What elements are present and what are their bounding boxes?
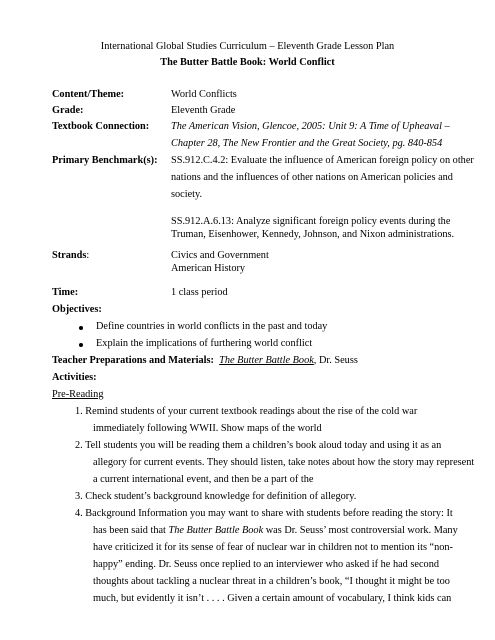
teacher-prep-line (52, 354, 358, 368)
strands-label: Strands (52, 250, 87, 261)
teacher-prep-book: The Butter Battle Book (219, 355, 314, 366)
pre-reading-heading: Pre-Reading (52, 389, 104, 400)
time-label: Time: (52, 287, 79, 298)
benchmark-2-line-2: Truman, Eisenhower, Kennedy, Johnson, and Nixon administrations. (171, 229, 455, 240)
bullet-icon (79, 326, 83, 330)
objectives-label: Objectives: (52, 304, 102, 315)
objective-item-2: Explain the implications of furthering world conflict (96, 338, 313, 349)
bullet-icon (79, 343, 83, 347)
benchmark-2-line-1: SS.912.A.6.13: Analyze significant foreign policy events during the (171, 216, 451, 227)
objective-item-1: Define countries in world conflicts in the past and today (96, 321, 328, 332)
activity-2-line-1: 2. Tell students you will be reading them a children’s book aloud today and using it as an (75, 440, 442, 451)
textbook-line-1: The American Vision, Glencoe, 2005: Unit 9: A Time of Upheaval – (171, 121, 450, 132)
strands-value-1: Civics and Government (171, 250, 269, 261)
title-line-1: International Global Studies Curriculum – Eleventh Grade Lesson Plan (100, 41, 395, 52)
activity-4-line-2 (93, 524, 458, 538)
activity-4-line-3: have criticized it for its sense of fear of nuclear war in children not to mention its “non- (93, 542, 453, 553)
strands-value-2: American History (171, 263, 246, 274)
activity-1-line-2: immediately following WWII. Show maps of the world (93, 423, 322, 434)
activity-4-line-6: much, but evidently it isn’t . . . . Given a certain amount of vocabulary, I think kids can (93, 593, 452, 604)
activity-4-book-title: The Butter Battle Book (168, 525, 264, 536)
strands-colon: : (86, 250, 90, 261)
activity-2-line-2: allegory for current events. They should listen, take notes about how the story may represent (93, 457, 475, 468)
textbook-label: Textbook Connection: (52, 121, 150, 132)
textbook-line-2: Chapter 28, The New Frontier and the Great Society, pg. 840-854 (171, 138, 443, 149)
title-line-2: The Butter Battle Book: World Conflict (160, 57, 335, 68)
teacher-prep-label: Teacher Preparations and Materials: (52, 355, 214, 366)
benchmark-1-line-2: nations and the influences of other nations on American policies and (171, 172, 453, 183)
activity-4-line-4: happy” ending. Dr. Seuss once replied to an interviewer who asked if he had second (93, 559, 439, 570)
content-value: World Conflicts (171, 89, 237, 100)
activity-2-line-3: a current international event, and then be a part of the (93, 474, 314, 485)
grade-label: Grade: (52, 105, 84, 116)
benchmark-1-line-3: society. (171, 189, 203, 200)
benchmark-label: Primary Benchmark(s): (52, 155, 158, 166)
strands-label-wrap (52, 249, 89, 263)
time-value: 1 class period (171, 287, 228, 298)
activity-4-line-2-end: was Dr. Seuss’ most controversial work. Many (263, 525, 458, 536)
activity-4-line-2-start: has been said that (93, 525, 169, 536)
activity-4-line-1: 4. Background Information you may want to share with students before reading the story: It (75, 508, 453, 519)
grade-value: Eleventh Grade (171, 105, 236, 116)
activity-1-line-1: 1. Remind students of your current textbook readings about the rise of the cold war (75, 406, 418, 417)
activity-4-line-5: thoughts about tackling a nuclear threat in a children’s book, “I thought it might be too (93, 576, 450, 587)
activity-3-line-1: 3. Check student’s background knowledge for definition of allegory. (75, 491, 357, 502)
benchmark-1-line-1: SS.912.C.4.2: Evaluate the influence of American foreign policy on other (171, 155, 474, 166)
activities-label: Activities: (52, 372, 97, 383)
content-label: Content/Theme: (52, 89, 125, 100)
teacher-prep-author: , Dr. Seuss (313, 355, 358, 366)
